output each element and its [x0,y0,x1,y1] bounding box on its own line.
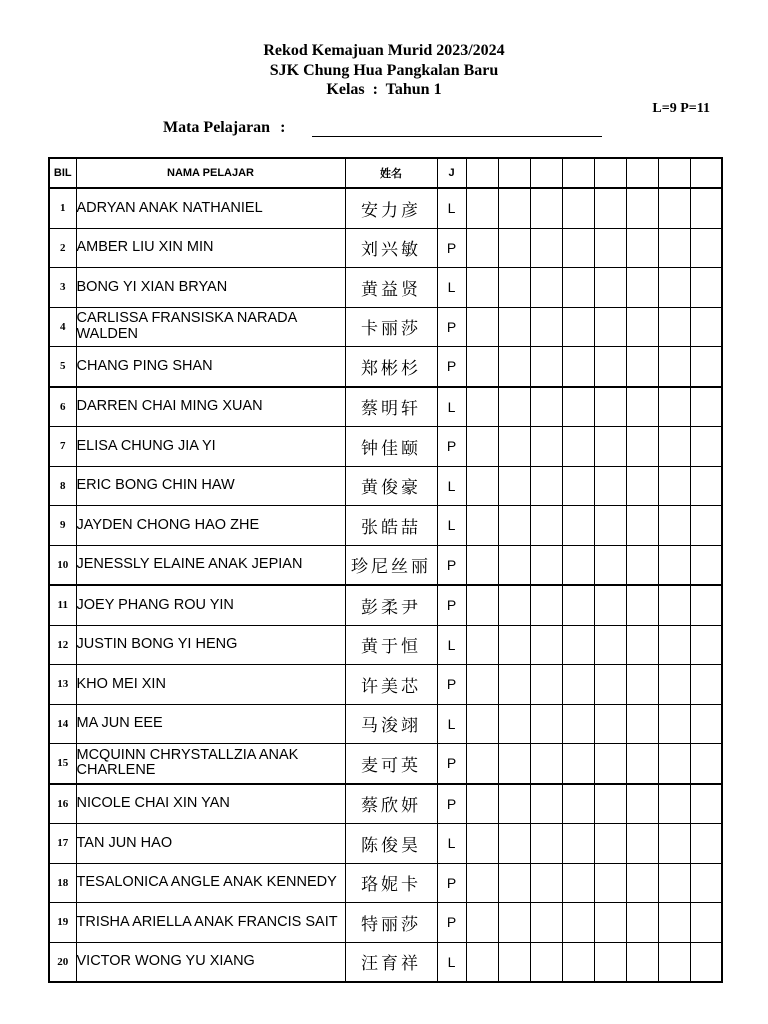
mark-cell [530,427,562,467]
mark-cell [466,466,498,506]
mark-cell [626,307,658,347]
mark-cell [466,387,498,427]
mark-cell [658,268,690,308]
row-number: 12 [49,625,76,665]
mark-cell [498,545,530,585]
header-mark-cell [658,158,690,188]
chinese-name: 汪育祥 [345,942,437,982]
mark-cell [562,545,594,585]
mark-cell [626,387,658,427]
chinese-name: 陈俊昊 [345,824,437,864]
gender: P [437,744,466,784]
mark-cell [690,307,722,347]
mark-cell [594,188,626,228]
student-name: TAN JUN HAO [76,824,345,864]
table-row [49,506,722,546]
gender: P [437,307,466,347]
chinese-name: 许美芯 [345,665,437,705]
mark-cell [690,466,722,506]
chinese-name: 特丽莎 [345,903,437,943]
subject-label: Mata Pelajaran [163,119,271,136]
table-row [49,307,722,347]
mark-cell [530,625,562,665]
row-number: 17 [49,824,76,864]
header-mark-cell [594,158,626,188]
chinese-name: 刘兴敏 [345,228,437,268]
mark-cell [658,506,690,546]
row-number: 4 [49,307,76,347]
mark-cell [498,824,530,864]
mark-cell [498,784,530,824]
mark-cell [594,863,626,903]
mark-cell [466,744,498,784]
student-name: TRISHA ARIELLA ANAK FRANCIS SAIT [76,903,345,943]
mark-cell [658,704,690,744]
mark-cell [690,625,722,665]
student-name: MCQUINN CHRYSTALLZIA ANAK CHARLENE [76,744,345,784]
gender: P [437,784,466,824]
mark-cell [530,387,562,427]
mark-cell [658,824,690,864]
mark-cell [562,387,594,427]
row-number: 9 [49,506,76,546]
document-title: Rekod Kemajuan Murid 2023/2024 [263,42,505,59]
class-line: Kelas : Tahun 1 [326,81,442,98]
table-row [49,466,722,506]
mark-cell [626,506,658,546]
mark-cell [690,903,722,943]
gender: L [437,188,466,228]
header-mark-cell [626,158,658,188]
table-row [49,268,722,308]
student-name: NICOLE CHAI XIN YAN [76,784,345,824]
mark-cell [562,585,594,625]
mark-cell [690,387,722,427]
mark-cell [466,506,498,546]
mark-cell [466,824,498,864]
mark-cell [658,665,690,705]
mark-cell [498,704,530,744]
student-name: DARREN CHAI MING XUAN [76,387,345,427]
student-name: KHO MEI XIN [76,665,345,705]
mark-cell [562,268,594,308]
mark-cell [466,585,498,625]
mark-cell [658,744,690,784]
mark-cell [594,744,626,784]
chinese-name: 蔡明轩 [345,387,437,427]
gender: P [437,863,466,903]
mark-cell [498,506,530,546]
table-row [49,704,722,744]
subject-blank-line [312,136,602,137]
mark-cell [466,625,498,665]
chinese-name: 卡丽莎 [345,307,437,347]
header-student-name: NAMA PELAJAR [76,158,345,188]
table-row [49,824,722,864]
mark-cell [626,545,658,585]
mark-cell [466,903,498,943]
mark-cell [658,784,690,824]
table-row [49,228,722,268]
mark-cell [466,188,498,228]
mark-cell [530,228,562,268]
mark-cell [690,665,722,705]
mark-cell [498,665,530,705]
mark-cell [530,307,562,347]
table-row [49,545,722,585]
mark-cell [626,744,658,784]
header-mark-cell [498,158,530,188]
mark-cell [594,625,626,665]
mark-cell [690,228,722,268]
mark-cell [562,824,594,864]
mark-cell [626,188,658,228]
header-bil: BIL [49,158,76,188]
gender: L [437,942,466,982]
mark-cell [498,863,530,903]
chinese-name: 钟佳颐 [345,427,437,467]
mark-cell [530,704,562,744]
mark-cell [562,506,594,546]
mark-cell [498,387,530,427]
mark-cell [498,942,530,982]
mark-cell [658,585,690,625]
mark-cell [690,427,722,467]
mark-cell [562,665,594,705]
mark-cell [658,625,690,665]
mark-cell [466,863,498,903]
mark-cell [530,268,562,308]
mark-cell [466,427,498,467]
header-mark-cell [466,158,498,188]
mark-cell [658,228,690,268]
mark-cell [466,704,498,744]
student-name: JAYDEN CHONG HAO ZHE [76,506,345,546]
mark-cell [594,427,626,467]
gender: P [437,665,466,705]
header-mark-cell [690,158,722,188]
mark-cell [562,704,594,744]
student-roster-table [48,157,723,983]
gender: P [437,228,466,268]
mark-cell [594,665,626,705]
mark-cell [690,744,722,784]
mark-cell [530,188,562,228]
mark-cell [690,268,722,308]
mark-cell [626,466,658,506]
mark-cell [594,228,626,268]
mark-cell [626,942,658,982]
student-name: JENESSLY ELAINE ANAK JEPIAN [76,545,345,585]
mark-cell [530,466,562,506]
mark-cell [594,545,626,585]
chinese-name: 安力彦 [345,188,437,228]
mark-cell [562,427,594,467]
mark-cell [498,347,530,387]
mark-cell [594,307,626,347]
mark-cell [498,268,530,308]
chinese-name: 珞妮卡 [345,863,437,903]
mark-cell [690,347,722,387]
mark-cell [594,268,626,308]
table-row [49,744,722,784]
mark-cell [530,744,562,784]
mark-cell [626,784,658,824]
gender: L [437,824,466,864]
mark-cell [530,784,562,824]
gender: P [437,347,466,387]
student-name: TESALONICA ANGLE ANAK KENNEDY [76,863,345,903]
subject-row [163,119,285,137]
mark-cell [498,427,530,467]
mark-cell [626,228,658,268]
mark-cell [690,545,722,585]
chinese-name: 麦可英 [345,744,437,784]
mark-cell [530,347,562,387]
gender: P [437,545,466,585]
mark-cell [498,228,530,268]
mark-cell [530,863,562,903]
chinese-name: 郑彬杉 [345,347,437,387]
gender: L [437,268,466,308]
mark-cell [626,585,658,625]
gender: L [437,387,466,427]
chinese-name: 张皓喆 [345,506,437,546]
mark-cell [626,863,658,903]
mark-cell [690,188,722,228]
chinese-name: 蔡欣妍 [345,784,437,824]
chinese-name: 马浚翊 [345,704,437,744]
mark-cell [626,347,658,387]
mark-cell [626,665,658,705]
mark-cell [562,347,594,387]
row-number: 13 [49,665,76,705]
mark-cell [658,466,690,506]
row-number: 7 [49,427,76,467]
table-row [49,188,722,228]
student-name: VICTOR WONG YU XIANG [76,942,345,982]
mark-cell [530,824,562,864]
mark-cell [594,942,626,982]
header-gender: J [437,158,466,188]
mark-cell [690,704,722,744]
mark-cell [562,625,594,665]
mark-cell [658,347,690,387]
row-number: 8 [49,466,76,506]
chinese-name: 彭柔尹 [345,585,437,625]
mark-cell [562,784,594,824]
mark-cell [466,228,498,268]
mark-cell [626,268,658,308]
mark-cell [658,863,690,903]
mark-cell [658,545,690,585]
school-name: SJK Chung Hua Pangkalan Baru [269,61,499,79]
mark-cell [690,506,722,546]
chinese-name: 珍尼丝丽 [345,545,437,585]
mark-cell [594,387,626,427]
mark-cell [594,585,626,625]
chinese-name: 黄俊豪 [345,466,437,506]
mark-cell [466,307,498,347]
mark-cell [658,942,690,982]
mark-cell [658,307,690,347]
mark-cell [498,625,530,665]
table-header-row [49,158,722,188]
mark-cell [498,585,530,625]
row-number: 3 [49,268,76,308]
row-number: 2 [49,228,76,268]
mark-cell [690,942,722,982]
mark-cell [658,903,690,943]
mark-cell [498,307,530,347]
gender: L [437,704,466,744]
mark-cell [530,942,562,982]
mark-cell [626,903,658,943]
mark-cell [530,545,562,585]
mark-cell [466,545,498,585]
mark-cell [594,704,626,744]
student-name: BONG YI XIAN BRYAN [76,268,345,308]
row-number: 11 [49,585,76,625]
student-name: ELISA CHUNG JIA YI [76,427,345,467]
chinese-name: 黄益贤 [345,268,437,308]
mark-cell [530,585,562,625]
student-name: JOEY PHANG ROU YIN [76,585,345,625]
table-row [49,625,722,665]
mark-cell [626,427,658,467]
mark-cell [594,347,626,387]
table-row [49,903,722,943]
mark-cell [626,824,658,864]
mark-cell [562,188,594,228]
table-row [49,942,722,982]
mark-cell [594,903,626,943]
table-row [49,784,722,824]
gender: P [437,585,466,625]
mark-cell [530,506,562,546]
row-number: 15 [49,744,76,784]
subject-colon: : [280,119,286,136]
row-number: 6 [49,387,76,427]
mark-cell [562,903,594,943]
mark-cell [498,903,530,943]
mark-cell [562,228,594,268]
row-number: 16 [49,784,76,824]
row-number: 1 [49,188,76,228]
mark-cell [594,784,626,824]
mark-cell [466,347,498,387]
mark-cell [530,665,562,705]
row-number: 19 [49,903,76,943]
table-row [49,387,722,427]
mark-cell [690,824,722,864]
mark-cell [562,744,594,784]
mark-cell [562,307,594,347]
mark-cell [594,506,626,546]
mark-cell [594,824,626,864]
gender: L [437,466,466,506]
mark-cell [466,268,498,308]
row-number: 14 [49,704,76,744]
mark-cell [498,466,530,506]
document-header [0,41,768,100]
header-chinese-name: 姓名 [345,158,437,188]
mark-cell [498,744,530,784]
mark-cell [626,704,658,744]
mark-cell [626,625,658,665]
student-name: JUSTIN BONG YI HENG [76,625,345,665]
mark-cell [466,942,498,982]
row-number: 10 [49,545,76,585]
mark-cell [562,466,594,506]
table-row [49,585,722,625]
student-name: ADRYAN ANAK NATHANIEL [76,188,345,228]
table-row [49,347,722,387]
mark-cell [466,665,498,705]
mark-cell [530,903,562,943]
table-row [49,863,722,903]
row-number: 20 [49,942,76,982]
gender: P [437,427,466,467]
student-name: CHANG PING SHAN [76,347,345,387]
gender: L [437,625,466,665]
student-name: AMBER LIU XIN MIN [76,228,345,268]
student-name: MA JUN EEE [76,704,345,744]
chinese-name: 黄于恒 [345,625,437,665]
student-name: ERIC BONG CHIN HAW [76,466,345,506]
mark-cell [658,387,690,427]
student-name: CARLISSA FRANSISKA NARADA WALDEN [76,307,345,347]
gender: L [437,506,466,546]
table-row [49,665,722,705]
table-row [49,427,722,467]
mark-cell [658,188,690,228]
mark-cell [562,863,594,903]
mark-cell [594,466,626,506]
mark-cell [690,863,722,903]
row-number: 5 [49,347,76,387]
mark-cell [690,784,722,824]
mark-cell [466,784,498,824]
header-mark-cell [562,158,594,188]
mark-cell [498,188,530,228]
gender: P [437,903,466,943]
mark-cell [690,585,722,625]
mark-cell [562,942,594,982]
row-number: 18 [49,863,76,903]
mark-cell [658,427,690,467]
gender-count: L=9 P=11 [652,101,710,116]
header-mark-cell [530,158,562,188]
